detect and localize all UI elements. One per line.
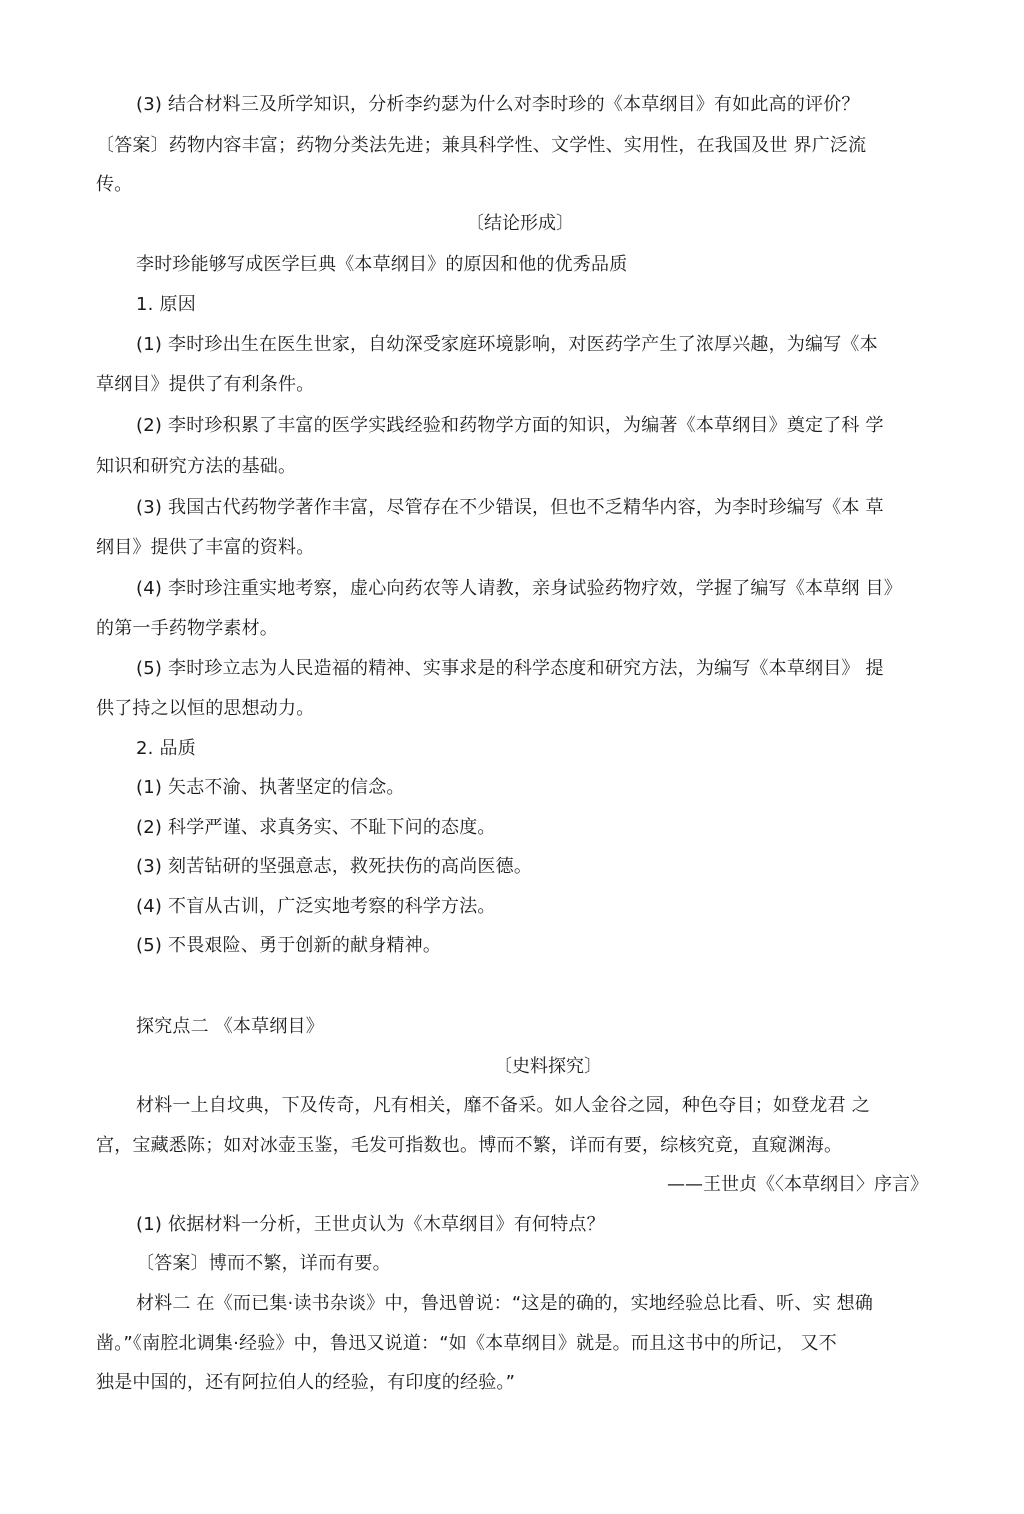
reason-5-line-2: 供了持之以恒的思想动力。 (96, 698, 315, 719)
reason-2-line-1: (2) 李时珍积累了丰富的医学实践经验和药物学方面的知识，为编著《本草纲目》奠定了科 学 (136, 415, 884, 436)
material-2-line-3: 独是中国的，还有阿拉伯人的经验，有印度的经验。” (96, 1372, 516, 1393)
reason-4-line-2: 的第一手药物学素材。 (96, 618, 278, 639)
qualities-title: 2. 品质 (136, 738, 196, 759)
inquiry-point-2-title: 探究点二 《本草纲目》 (136, 1016, 324, 1037)
reason-2-line-2: 知识和研究方法的基础。 (96, 456, 297, 477)
quality-2: (2) 科学严谨、求真务实、不耻下问的态度。 (136, 817, 496, 838)
reasons-title: 1. 原因 (136, 294, 196, 315)
reason-1-line-2: 草纲目》提供了有利条件。 (96, 374, 315, 395)
reason-1-line-1: (1) 李时珍出生在医生世家，自幼深受家庭环境影响，对医药学产生了浓厚兴趣，为编写《本 (136, 334, 878, 355)
point2-answer-1: 〔答案〕博而不繁，详而有要。 (136, 1253, 391, 1274)
answer-3-line-2: 传。 (96, 174, 133, 195)
material-1-attribution: ——王世贞《〈本草纲目〉序言》 (667, 1174, 928, 1195)
material-2-line-1: 材料二 在《而已集·读书杂谈》中，鲁迅曾说：“这是的确的，实地经验总比看、听、实 想确 (136, 1293, 874, 1314)
reason-4-line-1: (4) 李时珍注重实地考察，虚心向药农等人请教，亲身试验药物疗效，学握了编写《本草纲 目》 (136, 578, 902, 599)
quality-4: (4) 不盲从古训，广泛实地考察的科学方法。 (136, 896, 496, 917)
reason-3-line-2: 纲目》提供了丰富的资料。 (96, 537, 315, 558)
quality-3: (3) 刻苦钻研的坚强意志，救死扶伤的高尚医德。 (136, 856, 533, 877)
answer-3-line-1: 〔答案〕药物内容丰富；药物分类法先进；兼具科学性、文学性、实用性，在我国及世 界广泛流 (96, 135, 867, 156)
quality-5: (5) 不畏艰险、勇于创新的献身精神。 (136, 935, 442, 956)
reason-5-line-1: (5) 李时珍立志为人民造福的精神、实事求是的科学态度和研究方法，为编写《本草纲目》 提 (136, 658, 884, 679)
material-1-line-1: 材料一上自坟典，下及传奇，凡有相关，靡不备采。如人金谷之园，种色夺目；如登龙君 之 (136, 1095, 870, 1116)
question-3: (3) 结合材料三及所学知识，分析李约瑟为什么对李时珍的《本草纲目》有如此高的评价？ (136, 94, 860, 115)
reason-3-line-1: (3) 我国古代药物学著作丰富，尽管存在不少错误，但也不乏精华内容，为李时珍编写《本 草 (136, 497, 884, 518)
material-1-line-2: 宫，宝藏悉陈；如对冰壶玉鉴，毛发可指数也。博而不繁，详而有要，综核究竟，直窥渊海。 (96, 1135, 843, 1156)
material-2-line-2: 凿。”《南腔北调集·经验》中，鲁迅又说道：“如《本草纲目》就是。而且这书中的所记， 又不 (96, 1333, 837, 1354)
quality-1: (1) 矢志不渝、执著坚定的信念。 (136, 777, 405, 798)
conclusion-intro: 李时珍能够写成医学巨典《本草纲目》的原因和他的优秀品质 (136, 254, 628, 275)
point2-question-1: (1) 依据材料一分析，王世贞认为《木草纲目》有何特点？ (136, 1214, 605, 1235)
historical-materials-heading: 〔史料探究〕 (494, 1056, 602, 1077)
conclusion-heading: 〔结论形成〕 (466, 213, 574, 234)
